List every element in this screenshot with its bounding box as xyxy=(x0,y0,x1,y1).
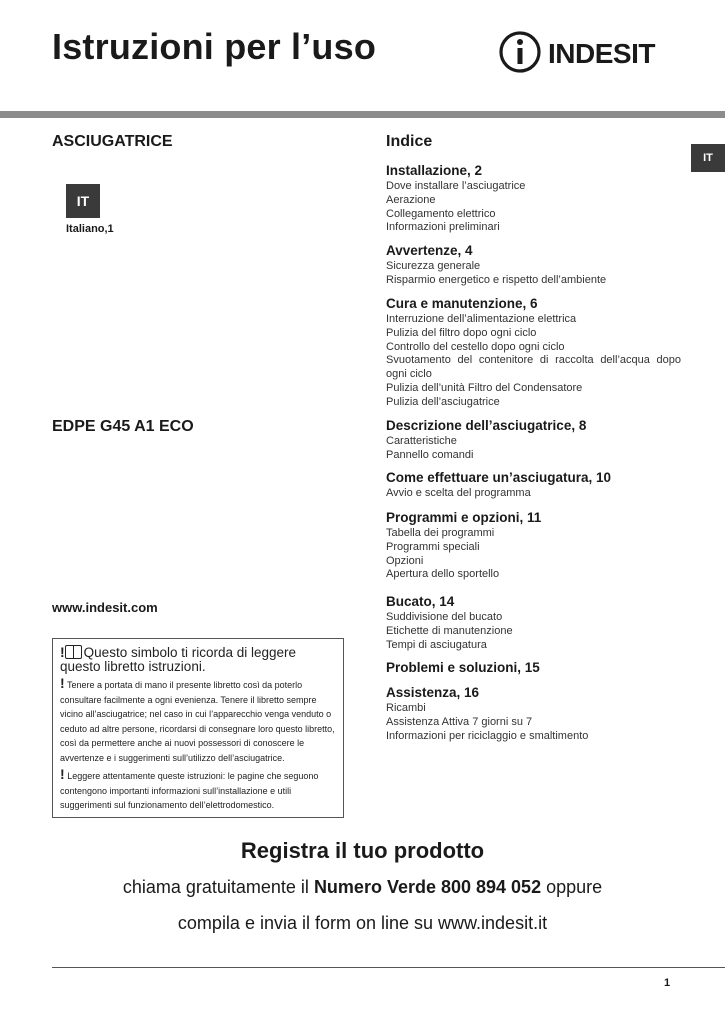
page-title: Istruzioni per l’uso xyxy=(52,26,377,67)
notice-lead-text: Questo simbolo ti ricorda di leggere questo libretto istruzioni. xyxy=(60,645,297,674)
footer-divider xyxy=(52,967,725,968)
index-item: Suddivisione del bucato xyxy=(386,611,503,623)
register-line1-pre: chiama gratuitamente il xyxy=(122,877,314,897)
index-section-items xyxy=(386,313,681,410)
index-section-title: Cura e manutenzione, 6 xyxy=(386,296,538,311)
index-section-title: Come effettuare un’asciugatura, 10 xyxy=(386,470,612,485)
notice-paragraph xyxy=(60,676,336,765)
index-section-items xyxy=(386,611,681,652)
index-item: Caratteristiche xyxy=(386,435,457,447)
index-section-title: Problemi e soluzioni, 15 xyxy=(386,660,540,675)
notice-paragraph xyxy=(60,767,336,813)
index-item: Opzioni xyxy=(386,554,424,567)
register-line1-post: oppure xyxy=(541,877,603,897)
index-section-items xyxy=(386,435,681,463)
index-section-items xyxy=(386,702,681,743)
index-section-title: Bucato, 14 xyxy=(386,594,455,609)
website-link[interactable]: www.indesit.com xyxy=(52,600,158,615)
brand-logo xyxy=(498,30,655,74)
index-item: Ricambi xyxy=(386,702,426,714)
warning-mark: ! xyxy=(60,766,65,782)
index-section-title: Installazione, 2 xyxy=(386,163,483,178)
language-label: Italiano,1 xyxy=(66,223,114,235)
index-item: Pannello comandi xyxy=(386,448,474,461)
warning-mark: ! xyxy=(60,644,65,660)
notice-paragraph-text: Leggere attentamente queste istruzioni: le pagine che seguono contengono importanti informazioni sull’installazione e utili suggerimenti sul funzionamento dell’elettrodomestico. xyxy=(60,771,319,810)
notice-lead xyxy=(60,645,336,674)
toll-free-number: Numero Verde 800 894 052 xyxy=(313,877,542,897)
index-item: Svuotamento del contenitore di raccolta dell’acqua dopo ogni ciclo xyxy=(386,354,681,381)
index-section-title: Descrizione dell’asciugatrice, 8 xyxy=(386,418,587,433)
index-item: Pulizia dell’asciugatrice xyxy=(386,395,500,408)
notice-paragraph-text: Tenere a portata di mano il presente libretto così da poterlo consultare facilmente a ogni evenienza. Tenere il libretto sempre vicino all’asciugatrice; nel caso in cui l’apparecchio venga venduto o ceduto ad altre persone, ricordarsi di consegnare loro questo libretto, così da permettere anche ai nuovi possessori di conoscere le avvertenze e i suggerimenti sull’utilizzo dell’asciugatrice. xyxy=(60,680,335,763)
index-item: Sicurezza generale xyxy=(386,260,481,272)
index-item: Avvio e scelta del programma xyxy=(386,487,531,499)
register-online-line: compila e invia il form on line su www.indesit.it xyxy=(177,913,548,933)
index-item: Assistenza Attiva 7 giorni su 7 xyxy=(386,715,533,728)
index-section-title: Programmi e opzioni, 11 xyxy=(386,510,542,525)
index-item: Informazioni per riciclaggio e smaltimento xyxy=(386,729,589,742)
index-item: Tempi di asciugatura xyxy=(386,638,487,651)
index-section-items xyxy=(386,260,681,288)
index-item: Tabella dei programmi xyxy=(386,527,495,539)
index-section-items xyxy=(386,180,681,235)
language-tab: IT xyxy=(691,144,725,172)
index-item: Controllo del cestello dopo ogni ciclo xyxy=(386,340,565,353)
index-item: Interruzione dell’alimentazione elettrica xyxy=(386,313,577,325)
index-item: Etichette di manutenzione xyxy=(386,624,513,637)
index-item: Aerazione xyxy=(386,193,436,206)
register-title: Registra il tuo prodotto xyxy=(240,838,485,863)
indesit-logo-icon xyxy=(498,30,542,74)
warning-mark: ! xyxy=(60,675,65,691)
index-item: Pulizia dell’unità Filtro del Condensatore xyxy=(386,381,583,394)
register-phone-line xyxy=(0,877,725,898)
brand-name: INDESIT xyxy=(548,38,655,69)
index-item: Pulizia del filtro dopo ogni ciclo xyxy=(386,326,537,339)
page-number: 1 xyxy=(664,977,671,989)
index-title: Indice xyxy=(386,133,433,150)
index-item: Collegamento elettrico xyxy=(386,207,496,220)
index-section-items xyxy=(386,487,681,501)
index-section-title: Assistenza, 16 xyxy=(386,685,480,700)
model-name: EDPE G45 A1 ECO xyxy=(52,418,194,435)
index-item: Apertura dello sportello xyxy=(386,568,500,581)
language-badge: IT xyxy=(66,184,100,218)
index-item: Dove installare l’asciugatrice xyxy=(386,180,526,192)
notice-box xyxy=(52,638,344,818)
header-divider xyxy=(0,111,725,118)
product-type: ASCIUGATRICE xyxy=(52,133,173,150)
index-section-title: Avvertenze, 4 xyxy=(386,243,473,258)
index-item: Informazioni preliminari xyxy=(386,221,500,234)
book-icon xyxy=(65,645,82,659)
index-section-items xyxy=(386,527,681,582)
index-item: Programmi speciali xyxy=(386,540,480,553)
index-item: Risparmio energetico e rispetto dell’ambiente xyxy=(386,273,607,286)
